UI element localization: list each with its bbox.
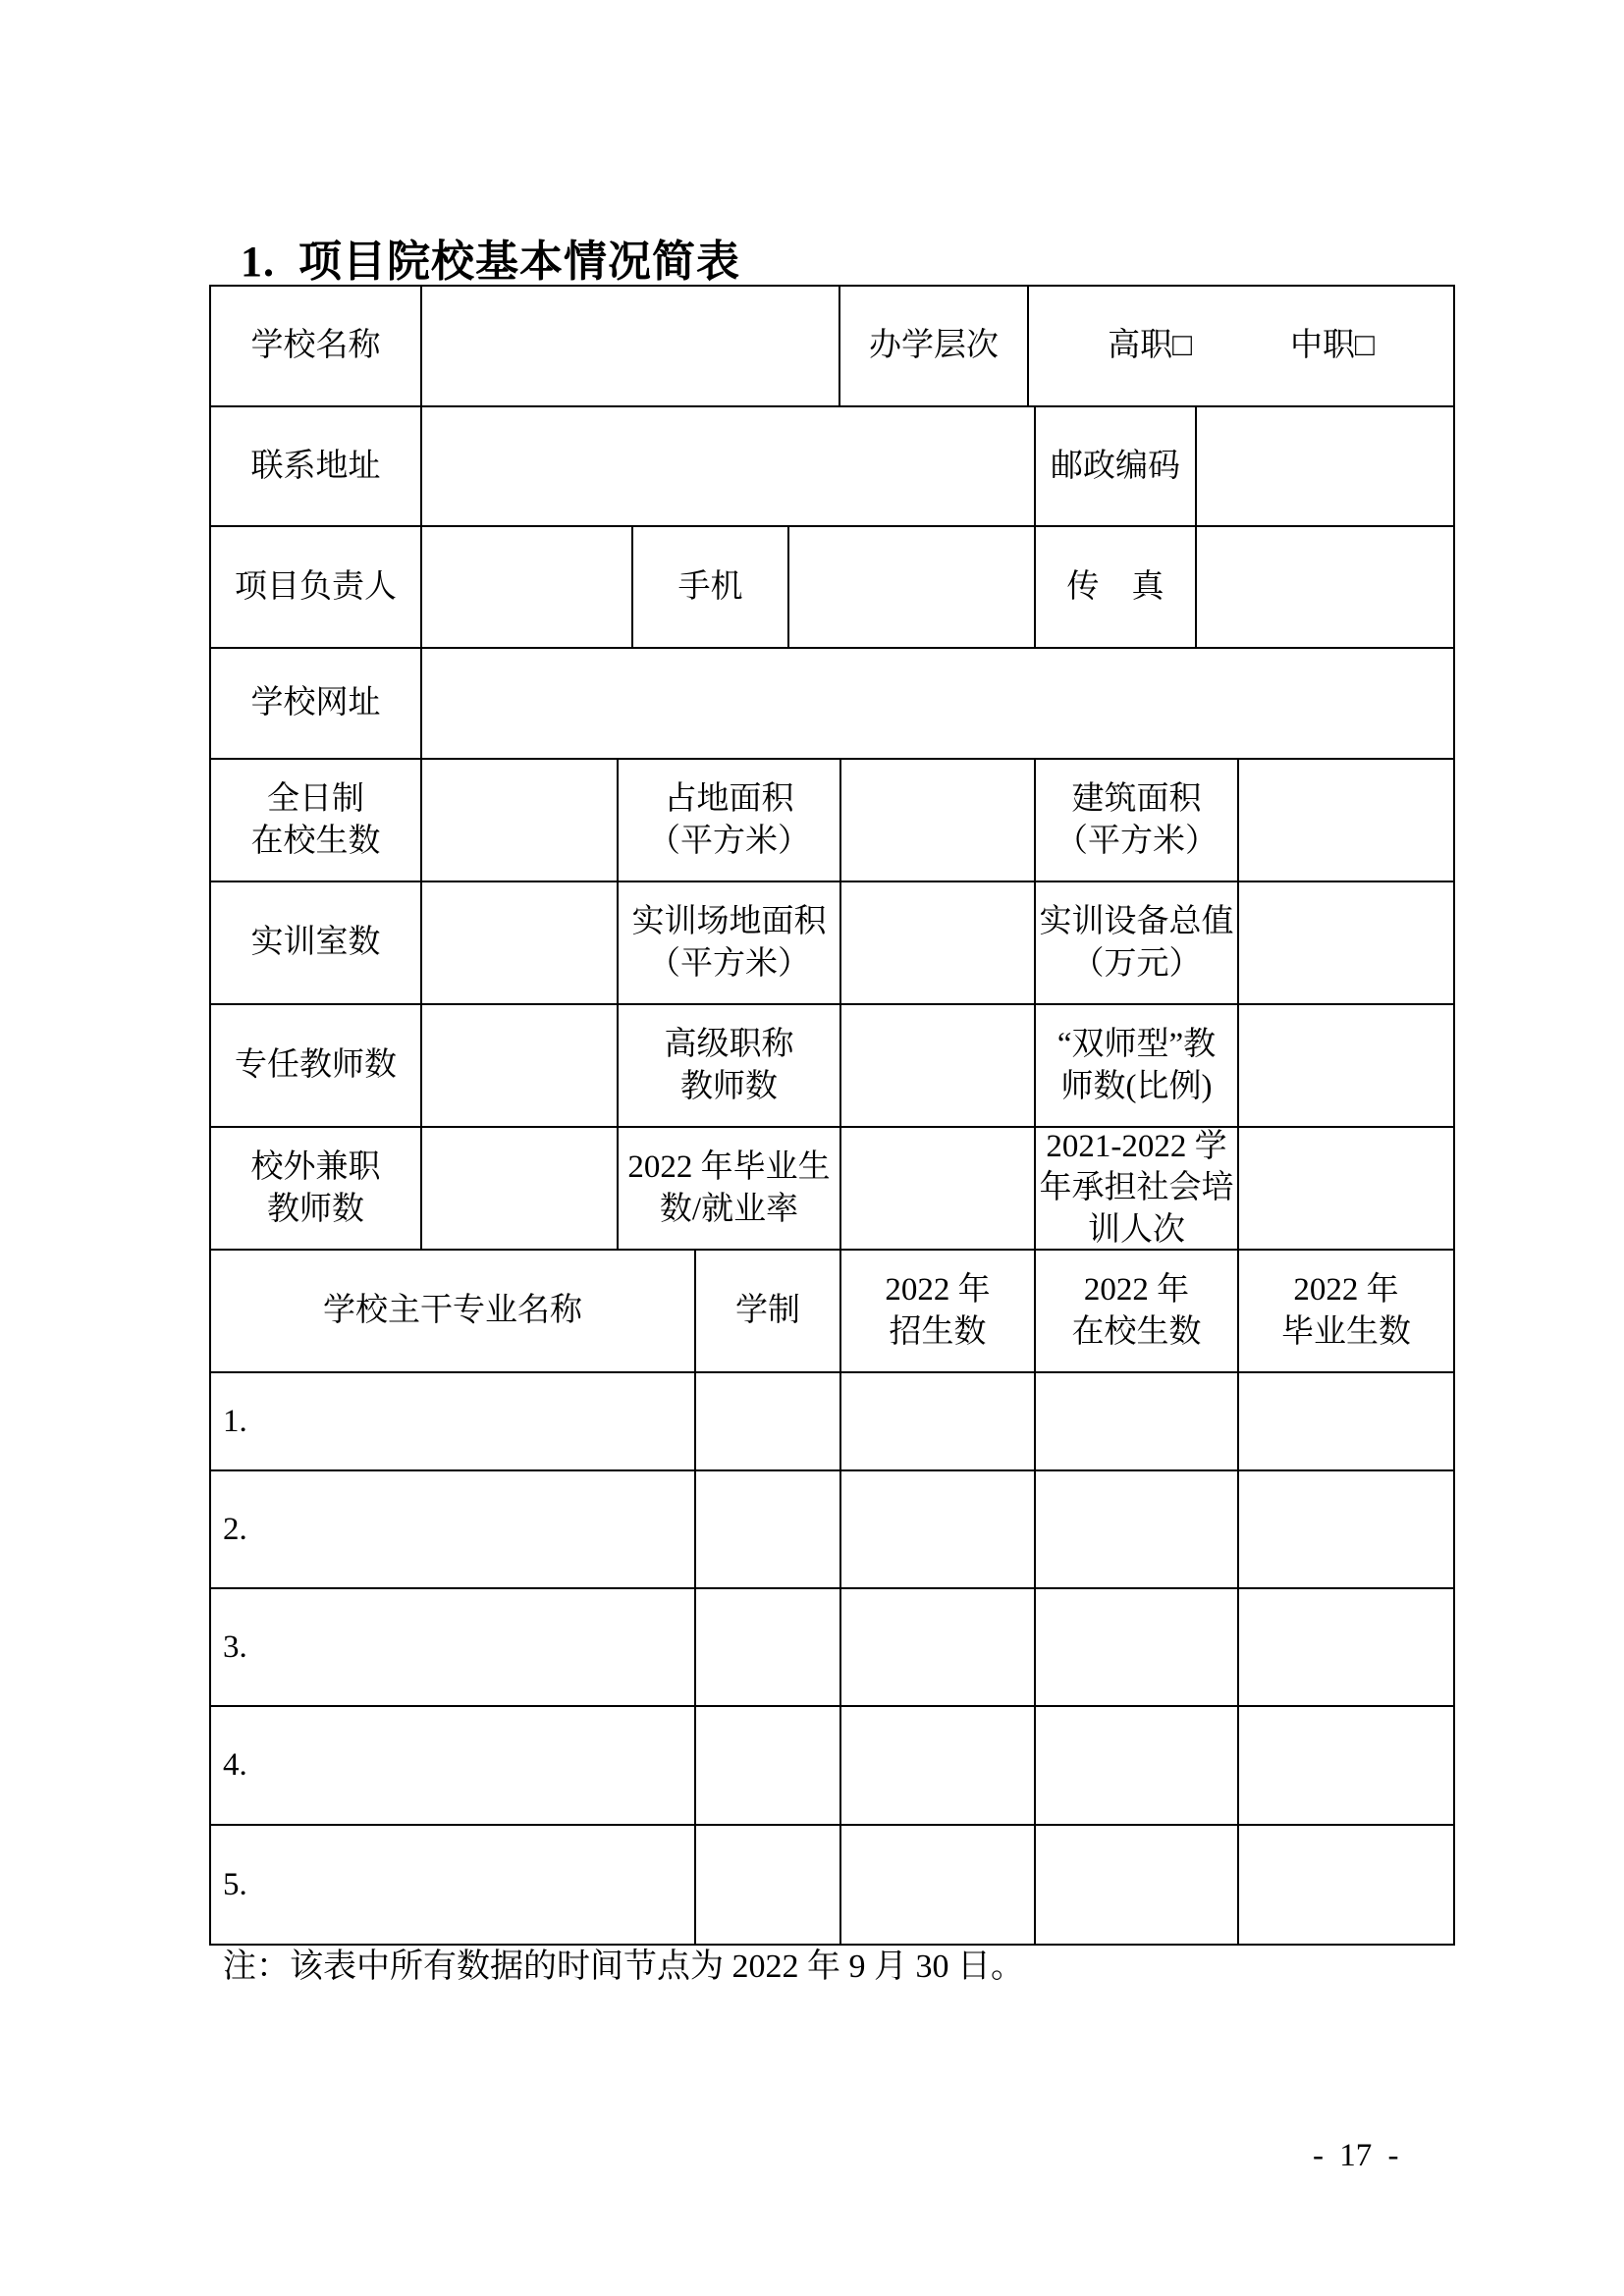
major-4-enrollment-cell[interactable] xyxy=(841,1707,1036,1826)
external-teachers-label: 校外兼职 教师数 xyxy=(211,1128,422,1251)
major-row-4 xyxy=(211,1707,1453,1826)
majors-header-duration: 学制 xyxy=(696,1251,841,1373)
education-level-options xyxy=(1029,287,1453,407)
major-2-graduates-cell[interactable] xyxy=(1239,1471,1453,1589)
mobile-input[interactable] xyxy=(789,527,1036,649)
major-row-3 xyxy=(211,1589,1453,1707)
row-contact-address xyxy=(211,407,1453,527)
fax-label: 传 真 xyxy=(1036,527,1197,649)
major-1-name-cell[interactable]: 1. xyxy=(211,1373,696,1471)
option-secondary-vocational[interactable]: 中职□ xyxy=(1290,328,1375,364)
social-training-input[interactable] xyxy=(1239,1128,1453,1251)
majors-header-enrollment: 2022 年 招生数 xyxy=(841,1251,1036,1373)
major-3-graduates-cell[interactable] xyxy=(1239,1589,1453,1707)
external-teachers-input[interactable] xyxy=(422,1128,619,1251)
postal-code-label: 邮政编码 xyxy=(1036,407,1197,527)
building-area-input[interactable] xyxy=(1239,760,1453,882)
major-4-graduates-cell[interactable] xyxy=(1239,1707,1453,1826)
website-input[interactable] xyxy=(422,649,1453,760)
row-external-graduates xyxy=(211,1128,1453,1251)
footnote: 注：该表中所有数据的时间节点为 2022 年 9 月 30 日。 xyxy=(223,1949,1024,1985)
website-label: 学校网址 xyxy=(211,649,422,760)
building-area-label: 建筑面积 （平方米） xyxy=(1036,760,1239,882)
major-row-5 xyxy=(211,1826,1453,1944)
option-higher-vocational[interactable]: 高职□ xyxy=(1108,328,1192,364)
social-training-label: 2021-2022 学 年承担社会培 训人次 xyxy=(1036,1128,1239,1251)
contact-address-label: 联系地址 xyxy=(211,407,422,527)
postal-code-input[interactable] xyxy=(1197,407,1453,527)
school-info-table xyxy=(209,285,1455,1946)
major-3-duration-cell[interactable] xyxy=(696,1589,841,1707)
major-3-name-cell[interactable]: 3. xyxy=(211,1589,696,1707)
fax-input[interactable] xyxy=(1197,527,1453,649)
major-4-duration-cell[interactable] xyxy=(696,1707,841,1826)
major-2-name-cell[interactable]: 2. xyxy=(211,1471,696,1589)
senior-title-teachers-label: 高级职称 教师数 xyxy=(619,1005,841,1128)
row-school-name xyxy=(211,287,1453,407)
row-teachers xyxy=(211,1005,1453,1128)
row-training xyxy=(211,882,1453,1005)
project-leader-input[interactable] xyxy=(422,527,633,649)
school-name-label: 学校名称 xyxy=(211,287,422,407)
major-5-students-cell[interactable] xyxy=(1036,1826,1239,1944)
training-rooms-label: 实训室数 xyxy=(211,882,422,1005)
graduates-2022-label: 2022 年毕业生 数/就业率 xyxy=(619,1128,841,1251)
major-row-2 xyxy=(211,1471,1453,1589)
major-row-1 xyxy=(211,1373,1453,1471)
dual-qualified-teachers-label: “双师型”教 师数(比例) xyxy=(1036,1005,1239,1128)
major-2-enrollment-cell[interactable] xyxy=(841,1471,1036,1589)
major-3-enrollment-cell[interactable] xyxy=(841,1589,1036,1707)
major-4-students-cell[interactable] xyxy=(1036,1707,1239,1826)
equipment-value-input[interactable] xyxy=(1239,882,1453,1005)
training-area-input[interactable] xyxy=(841,882,1036,1005)
fulltime-students-input[interactable] xyxy=(422,760,619,882)
major-5-duration-cell[interactable] xyxy=(696,1826,841,1944)
training-area-label: 实训场地面积 （平方米） xyxy=(619,882,841,1005)
row-website xyxy=(211,649,1453,760)
school-name-input[interactable] xyxy=(422,287,840,407)
page-number: - 17 - xyxy=(1313,2138,1399,2173)
major-2-students-cell[interactable] xyxy=(1036,1471,1239,1589)
training-rooms-input[interactable] xyxy=(422,882,619,1005)
fulltime-teachers-input[interactable] xyxy=(422,1005,619,1128)
major-1-students-cell[interactable] xyxy=(1036,1373,1239,1471)
major-5-graduates-cell[interactable] xyxy=(1239,1826,1453,1944)
major-2-duration-cell[interactable] xyxy=(696,1471,841,1589)
majors-header-graduates: 2022 年 毕业生数 xyxy=(1239,1251,1453,1373)
project-leader-label: 项目负责人 xyxy=(211,527,422,649)
major-1-graduates-cell[interactable] xyxy=(1239,1373,1453,1471)
education-level-label: 办学层次 xyxy=(840,287,1029,407)
dual-qualified-teachers-input[interactable] xyxy=(1239,1005,1453,1128)
page-title: 1. 项目院校基本情况简表 xyxy=(241,238,740,286)
majors-header-students: 2022 年 在校生数 xyxy=(1036,1251,1239,1373)
major-5-name-cell[interactable]: 5. xyxy=(211,1826,696,1944)
land-area-label: 占地面积 （平方米） xyxy=(619,760,841,882)
fulltime-students-label: 全日制 在校生数 xyxy=(211,760,422,882)
row-students-area xyxy=(211,760,1453,882)
majors-header-name: 学校主干专业名称 xyxy=(211,1251,696,1373)
major-5-enrollment-cell[interactable] xyxy=(841,1826,1036,1944)
major-1-duration-cell[interactable] xyxy=(696,1373,841,1471)
graduates-2022-input[interactable] xyxy=(841,1128,1036,1251)
contact-address-input[interactable] xyxy=(422,407,1036,527)
land-area-input[interactable] xyxy=(841,760,1036,882)
mobile-label: 手机 xyxy=(633,527,789,649)
major-4-name-cell[interactable]: 4. xyxy=(211,1707,696,1826)
major-3-students-cell[interactable] xyxy=(1036,1589,1239,1707)
equipment-value-label: 实训设备总值 （万元） xyxy=(1036,882,1239,1005)
fulltime-teachers-label: 专任教师数 xyxy=(211,1005,422,1128)
major-1-enrollment-cell[interactable] xyxy=(841,1373,1036,1471)
row-majors-header xyxy=(211,1251,1453,1373)
row-project-leader xyxy=(211,527,1453,649)
senior-title-teachers-input[interactable] xyxy=(841,1005,1036,1128)
